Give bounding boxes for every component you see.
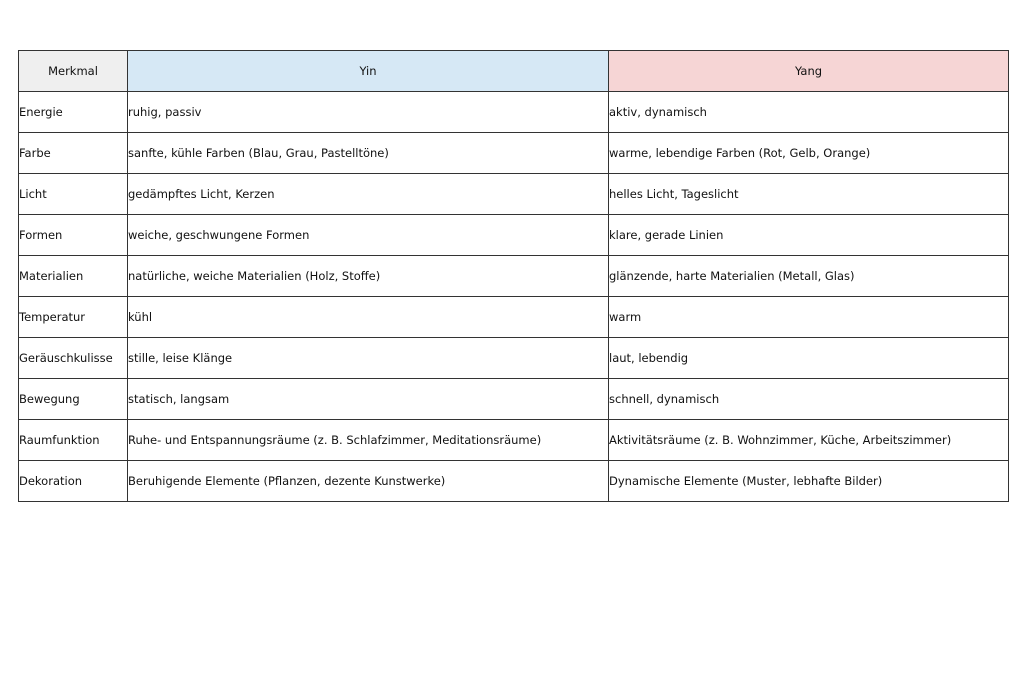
cell-yin: weiche, geschwungene Formen xyxy=(128,215,609,256)
cell-yin: ruhig, passiv xyxy=(128,92,609,133)
cell-yin: Beruhigende Elemente (Pflanzen, dezente Kunstwerke) xyxy=(128,461,609,502)
cell-yang: Dynamische Elemente (Muster, lebhafte Bilder) xyxy=(609,461,1009,502)
table-row xyxy=(19,297,1009,338)
table-row xyxy=(19,338,1009,379)
cell-yang: helles Licht, Tageslicht xyxy=(609,174,1009,215)
cell-merkmal: Raumfunktion xyxy=(19,420,128,461)
cell-yin: statisch, langsam xyxy=(128,379,609,420)
cell-yin: gedämpftes Licht, Kerzen xyxy=(128,174,609,215)
cell-yin: natürliche, weiche Materialien (Holz, Stoffe) xyxy=(128,256,609,297)
cell-yang: laut, lebendig xyxy=(609,338,1009,379)
header-merkmal: Merkmal xyxy=(19,51,128,92)
cell-yang: glänzende, harte Materialien (Metall, Glas) xyxy=(609,256,1009,297)
cell-merkmal: Geräuschkulisse xyxy=(19,338,128,379)
table-row xyxy=(19,256,1009,297)
table-row xyxy=(19,420,1009,461)
header-yang: Yang xyxy=(609,51,1009,92)
cell-merkmal: Materialien xyxy=(19,256,128,297)
header-row xyxy=(19,51,1009,92)
table-header xyxy=(19,51,1009,92)
cell-merkmal: Licht xyxy=(19,174,128,215)
header-yin: Yin xyxy=(128,51,609,92)
cell-yang: warm xyxy=(609,297,1009,338)
cell-yang: aktiv, dynamisch xyxy=(609,92,1009,133)
table-row xyxy=(19,92,1009,133)
cell-yang: warme, lebendige Farben (Rot, Gelb, Orange) xyxy=(609,133,1009,174)
table-row xyxy=(19,133,1009,174)
cell-yin: Ruhe- und Entspannungsräume (z. B. Schlafzimmer, Meditationsräume) xyxy=(128,420,609,461)
cell-merkmal: Bewegung xyxy=(19,379,128,420)
table-row xyxy=(19,379,1009,420)
cell-yin: sanfte, kühle Farben (Blau, Grau, Pastelltöne) xyxy=(128,133,609,174)
cell-yin: kühl xyxy=(128,297,609,338)
cell-merkmal: Dekoration xyxy=(19,461,128,502)
cell-merkmal: Formen xyxy=(19,215,128,256)
cell-yang: schnell, dynamisch xyxy=(609,379,1009,420)
cell-yin: stille, leise Klänge xyxy=(128,338,609,379)
cell-yang: Aktivitätsräume (z. B. Wohnzimmer, Küche, Arbeitszimmer) xyxy=(609,420,1009,461)
table-row xyxy=(19,215,1009,256)
cell-merkmal: Energie xyxy=(19,92,128,133)
cell-merkmal: Temperatur xyxy=(19,297,128,338)
table-body xyxy=(19,92,1009,502)
cell-merkmal: Farbe xyxy=(19,133,128,174)
yin-yang-comparison-table xyxy=(18,50,1009,502)
cell-yang: klare, gerade Linien xyxy=(609,215,1009,256)
table-row xyxy=(19,461,1009,502)
table-row xyxy=(19,174,1009,215)
